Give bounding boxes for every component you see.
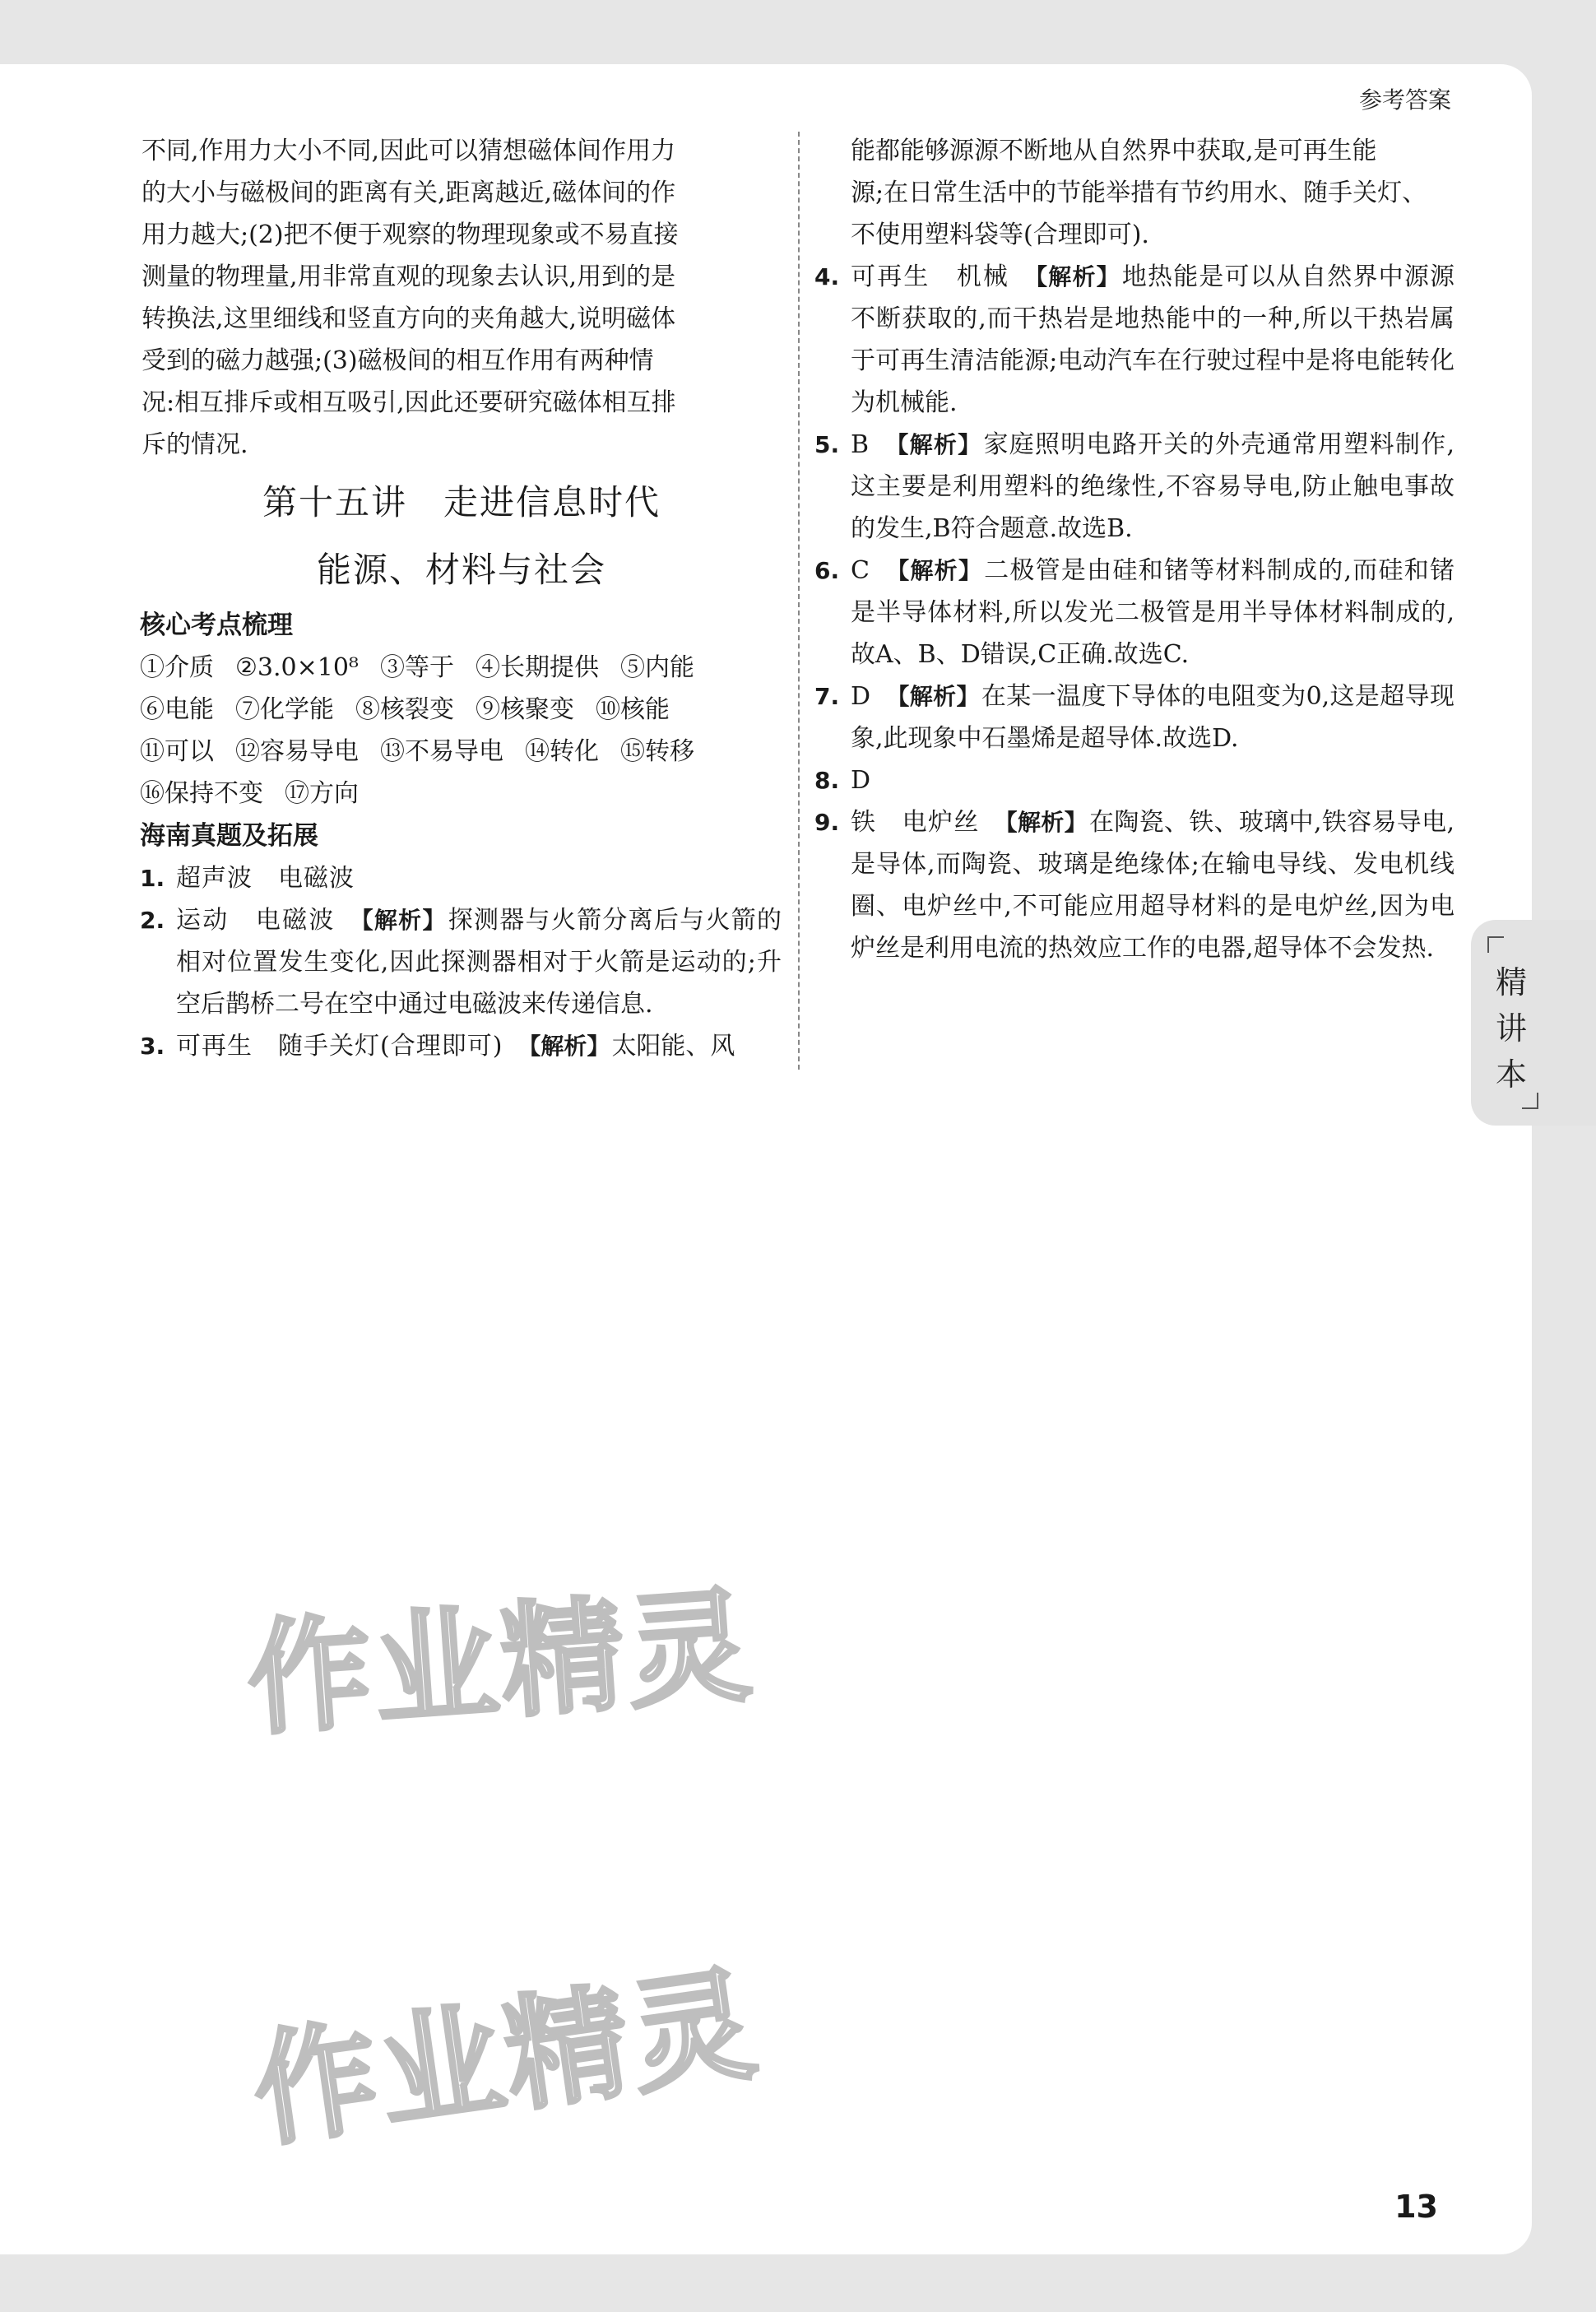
item-answer: B [851, 430, 870, 459]
answer-item-6 [814, 550, 1454, 675]
item-body [851, 256, 1454, 424]
core-point: ⑮转移 [620, 737, 694, 766]
item-body [851, 759, 1454, 801]
side-tab [1471, 920, 1596, 1126]
analysis-tag: 【解析】 [884, 557, 983, 584]
core-point: ⑦化学能 [235, 695, 334, 724]
item-body [851, 550, 1454, 675]
chapter-title-line1: 第十五讲 走进信息时代 [262, 482, 661, 522]
item-body [176, 899, 782, 1025]
item-answer: 可再生 随手关灯(合理即可) [176, 1032, 503, 1061]
core-points-heading: 核心考点梳理 [140, 610, 293, 640]
item-number: 2. [140, 907, 165, 934]
text-line: 不同,作用力大小不同,因此可以猜想磁体间作用力 [142, 137, 676, 165]
right-column [814, 130, 1454, 969]
answer-item-7 [814, 675, 1454, 759]
item-number: 1. [140, 865, 165, 892]
text-line: 不使用塑料袋等(合理即可). [851, 221, 1149, 249]
analysis-tag: 【解析】 [886, 683, 980, 710]
core-point: ③等于 [379, 653, 454, 682]
item-body [851, 424, 1454, 550]
item-analysis: 家庭照明电路开关的外壳通常用塑料制作,这主要是利用塑料的绝缘性,不容易导电,防止触电事故的发生,B符合题意.故选B. [851, 430, 1454, 543]
side-tab-char: 讲 [1495, 1010, 1527, 1047]
item-body [176, 1025, 782, 1067]
core-point: ⑬不易导电 [380, 737, 503, 766]
item-body [176, 857, 782, 899]
core-point: ⑫容易导电 [235, 737, 359, 766]
core-point: ④长期提供 [475, 653, 599, 682]
item-answer: 可再生 机械 [851, 262, 1010, 291]
core-point: ⑰方向 [285, 779, 359, 808]
watermark: 作业精灵 [244, 1952, 768, 2165]
text-line: 转换法,这里细线和竖直方向的夹角越大,说明磁体 [142, 304, 676, 333]
core-points-row [140, 647, 782, 689]
item-answer: 超声波 电磁波 [176, 864, 355, 893]
core-points-row [140, 689, 782, 731]
core-point: ①介质 [140, 653, 214, 682]
core-points-list [142, 647, 782, 815]
item-analysis: 地热能是可以从自然界中源源不断获取的,而干热岩是地热能中的一种,所以干热岩属于可再生清洁能源;电动汽车在行驶过程中是将电能转化为机械能. [851, 262, 1455, 417]
item-number: 9. [814, 809, 840, 836]
item-answer: D [851, 682, 872, 711]
page-number: 13 [1394, 2189, 1438, 2225]
core-point: ⑧核裂变 [355, 695, 454, 724]
item-number: 5. [814, 431, 840, 458]
text-line: 的大小与磁极间的距离有关,距离越近,磁体间的作 [142, 179, 676, 207]
core-points-row [140, 773, 782, 815]
item-body [851, 801, 1454, 969]
item-number: 3. [140, 1033, 165, 1060]
item-number: 4. [814, 263, 840, 290]
answer-item-5 [814, 424, 1454, 550]
answer-item-9 [814, 801, 1454, 969]
text-line: 能都能够源源不断地从自然界中获取,是可再生能 [851, 137, 1377, 165]
item-analysis: 在某一温度下导体的电阻变为0,这是超导现象,此现象中石墨烯是超导体.故选D. [851, 682, 1454, 753]
answer-item-8 [814, 759, 1454, 801]
text-line: 斥的情况. [142, 430, 248, 459]
side-tab-char: 本 [1495, 1056, 1527, 1093]
text-line: 况:相互排斥或相互吸引,因此还要研究磁体相互排 [142, 388, 676, 417]
right-intro-paragraph [851, 130, 1454, 256]
core-point: ⑤内能 [619, 653, 694, 682]
hainan-heading: 海南真题及拓展 [140, 821, 318, 851]
core-point: ⑪可以 [140, 737, 214, 766]
core-points-row [140, 731, 782, 773]
analysis-tag: 【解析】 [350, 907, 447, 934]
core-point: ⑯保持不变 [140, 779, 263, 808]
answer-item-2 [140, 899, 782, 1025]
watermark: 作业精灵 [243, 1574, 759, 1753]
text-line: 测量的物理量,用非常直观的现象去认识,用到的是 [142, 262, 676, 291]
side-tab-label [1491, 959, 1532, 1098]
left-column [142, 130, 782, 1067]
text-line: 受到的磁力越强;(3)磁极间的相互作用有两种情 [142, 346, 654, 375]
core-point: ⑨核聚变 [476, 695, 574, 724]
item-answer: D [851, 766, 872, 795]
item-answer: 运动 电磁波 [176, 906, 336, 935]
text-line: 用力越大;(2)把不便于观察的物理现象或不易直接 [142, 221, 679, 249]
text-line: 源;在日常生活中的节能举措有节约用水、随手关灯、 [851, 179, 1427, 207]
core-point: ⑩核能 [596, 695, 670, 724]
item-body [851, 675, 1454, 759]
analysis-tag: 【解析】 [517, 1033, 610, 1060]
item-answer: C [851, 556, 870, 585]
bracket-corner-icon [1487, 936, 1504, 953]
item-analysis: 太阳能、风 [611, 1032, 735, 1061]
chapter-title-line2: 能源、材料与社会 [316, 550, 606, 590]
core-point: ⑥电能 [140, 695, 214, 724]
analysis-tag: 【解析】 [1024, 263, 1120, 290]
core-point: ⑭转化 [525, 737, 599, 766]
column-divider [798, 132, 800, 1070]
answer-item-4 [814, 256, 1454, 424]
answer-item-3 [140, 1025, 782, 1067]
item-analysis: 探测器与火箭分离后与火箭的相对位置发生变化,因此探测器相对于火箭是运动的;升空后鹊桥二号在空中通过电磁波来传递信息. [176, 906, 782, 1019]
side-tab-char: 精 [1495, 964, 1527, 1000]
bracket-corner-icon [1522, 1093, 1538, 1109]
left-intro-paragraph [142, 130, 782, 466]
analysis-tag: 【解析】 [884, 431, 982, 458]
header-label: 参考答案 [1358, 86, 1451, 114]
answer-item-1 [140, 857, 782, 899]
item-analysis: 二极管是由硅和锗等材料制成的,而硅和锗是半导体材料,所以发光二极管是用半导体材料制成的,故A、B、D错误,C正确.故选C. [851, 556, 1454, 669]
analysis-tag: 【解析】 [994, 809, 1088, 836]
item-answer: 铁 电炉丝 [851, 808, 980, 837]
item-analysis: 在陶瓷、铁、玻璃中,铁容易导电,是导体,而陶瓷、玻璃是绝缘体;在输电导线、发电机线圈、电炉丝中,不可能应用超导材料的是电炉丝,因为电炉丝是利用电流的热效应工作的电器,超导体不会发热. [851, 808, 1454, 963]
core-point: ②3.0×10⁸ [235, 653, 359, 682]
item-number: 6. [814, 557, 840, 584]
item-number: 8. [814, 767, 840, 794]
item-number: 7. [814, 683, 840, 710]
